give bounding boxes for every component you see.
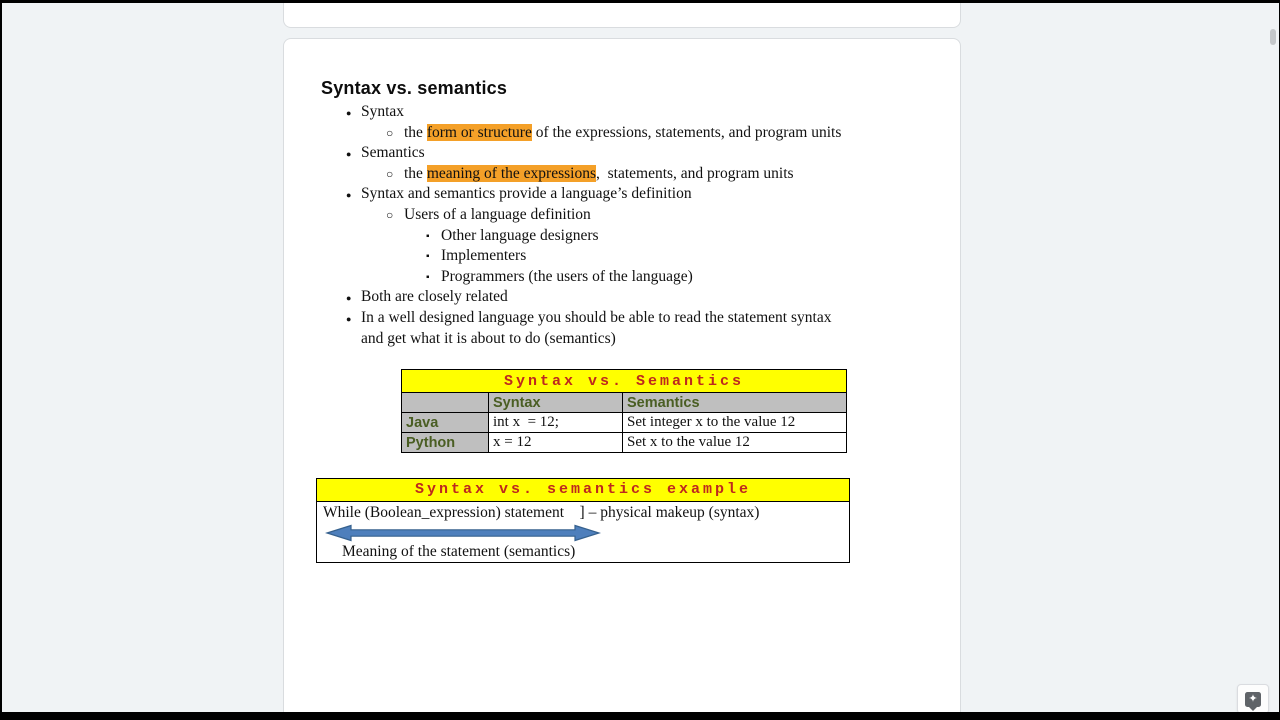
bullet-dot-icon: ●: [346, 190, 352, 201]
bullet-square-icon: ▪: [426, 251, 430, 263]
bullet-text: Syntax: [361, 103, 405, 120]
header-cell-semantics: Semantics: [623, 393, 847, 413]
bullet-item-implementers: [284, 247, 960, 268]
bullet-item-welldesigned: [284, 309, 960, 330]
bullet-text: Both are closely related: [361, 288, 508, 306]
bullet-text: [404, 165, 794, 183]
bullet-circle-icon: ○: [386, 207, 394, 222]
table-header-row: [402, 393, 847, 413]
doc-heading: Syntax vs. semantics: [321, 78, 508, 98]
bullet-dot-icon: ●: [346, 293, 352, 304]
text-segment: , statements, and program units: [595, 164, 794, 182]
document-page[interactable]: [283, 38, 961, 712]
bullet-item-welldesigned-cont: [284, 330, 960, 351]
example-syntax-line: While (Boolean_expression) statement ] – physical makeup (syntax): [323, 504, 760, 521]
bullet-text: Implementers: [441, 247, 527, 265]
example-table-body: [317, 502, 849, 562]
docs-canvas: [2, 3, 1279, 712]
bullet-item-related: [284, 288, 960, 309]
bullet-item-syntax-def: [284, 124, 960, 145]
bullet-text: Syntax and semantics provide a language’s definition: [361, 185, 692, 203]
bullet-item-semantics-def: [284, 165, 960, 186]
bullet-item-designers: [284, 227, 960, 248]
semantics-cell: Set integer x to the value 12: [623, 413, 847, 433]
bullet-item-semantics: [284, 144, 960, 165]
syntax-cell: int x = 12;: [489, 413, 623, 433]
bullet-outline: [284, 103, 960, 350]
bullet-text: [404, 124, 841, 142]
example-semantics-line: Meaning of the statement (semantics): [342, 543, 576, 560]
bullet-dot-icon: ●: [346, 149, 352, 160]
bullet-item-programmers: [284, 268, 960, 289]
syntax-cell: x = 12: [489, 433, 623, 453]
bullet-text: and get what it is about to do (semantics): [361, 329, 616, 347]
bullet-text: Other language designers: [441, 226, 599, 244]
table-title: Syntax vs. Semantics: [402, 370, 847, 393]
scrollbar-thumb[interactable]: [1270, 29, 1276, 45]
text-segment: of the expressions, statements, and program units: [531, 123, 842, 141]
bullet-dot-icon: ●: [346, 108, 352, 118]
text-segment: the: [404, 123, 427, 141]
bullet-item-provide-definition: [284, 185, 960, 206]
previous-page-bottom: [283, 3, 961, 28]
bullet-item-syntax: [284, 103, 960, 124]
double-arrow-icon: [325, 524, 601, 542]
bullet-text: Programmers (the users of the language): [441, 267, 693, 285]
example-table: [316, 478, 850, 563]
bullet-text: Semantics: [361, 144, 425, 162]
header-cell-syntax: Syntax: [489, 393, 623, 413]
bullet-circle-icon: ○: [386, 125, 394, 140]
table-title-row: [402, 370, 847, 393]
bullet-item-users: [284, 206, 960, 227]
bullet-text: Users of a language definition: [404, 205, 591, 223]
bullet-dot-icon: ●: [346, 313, 352, 324]
highlighted-text: form or structure: [426, 123, 532, 141]
language-cell: Java: [402, 413, 489, 433]
language-cell: Python: [402, 433, 489, 453]
semantics-cell: Set x to the value 12: [623, 433, 847, 453]
table-row-python: [402, 433, 847, 453]
syntax-semantics-table: [401, 369, 847, 453]
text-segment: the: [404, 164, 427, 182]
highlighted-text: meaning of the expressions: [426, 164, 596, 182]
bullet-circle-icon: ○: [386, 166, 394, 181]
explore-icon: ✦: [1245, 692, 1261, 707]
bullet-text: In a well designed language you should be able to read the statement syntax: [361, 308, 832, 326]
example-table-title: Syntax vs. semantics example: [317, 479, 849, 502]
explore-button[interactable]: [1237, 684, 1269, 712]
header-cell-empty: [402, 393, 489, 413]
table-row-java: [402, 413, 847, 433]
bullet-square-icon: ▪: [426, 230, 430, 242]
bullet-square-icon: ▪: [426, 271, 430, 283]
